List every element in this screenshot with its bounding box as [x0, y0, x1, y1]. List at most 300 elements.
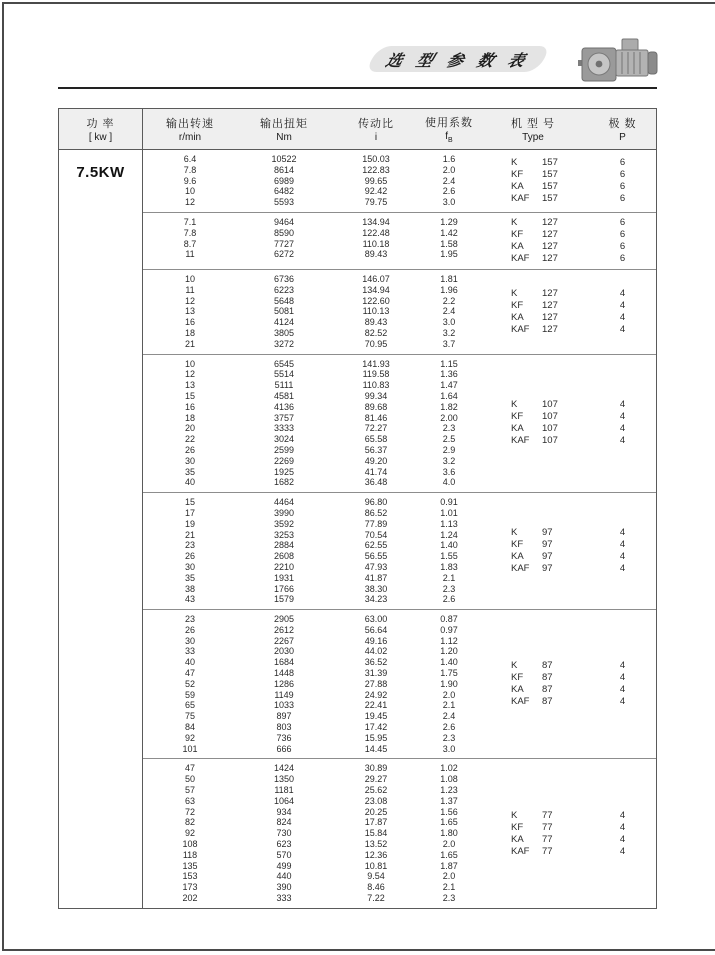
- speed-cell: 33: [184, 646, 195, 657]
- type-cell: [477, 527, 589, 539]
- type-size: 127: [542, 299, 558, 311]
- service-factor-cell: 0.97: [440, 624, 458, 635]
- torque-cell: 730: [276, 828, 292, 839]
- torque-cell: 1925: [273, 466, 295, 477]
- service-factor-cell: 1.87: [440, 860, 458, 871]
- type-prefix: K: [511, 660, 518, 672]
- poles-cell: 4: [619, 411, 626, 423]
- poles-column: [589, 154, 656, 208]
- speed-cell: 22: [184, 434, 195, 445]
- speed-cell: 40: [184, 477, 195, 488]
- speed-cell: 23: [184, 614, 195, 625]
- ratio-cell: 110.83: [362, 380, 390, 391]
- speed-cell: 7.8: [183, 164, 197, 175]
- service-factor-cell: 2.9: [442, 444, 456, 455]
- ratio-cell: 8.46: [367, 882, 385, 893]
- service-factor-cell: 0.91: [440, 497, 458, 508]
- type-group: [477, 217, 589, 265]
- type-prefix: KA: [511, 311, 524, 323]
- poles-cell: 4: [619, 660, 626, 672]
- service-factor-cell: 1.29: [440, 216, 458, 227]
- type-prefix: K: [511, 809, 518, 821]
- service-factor-cell: 3.0: [442, 317, 456, 328]
- torque-cell: 623: [276, 839, 292, 850]
- type-cell: [477, 684, 589, 696]
- type-size: 97: [542, 539, 553, 551]
- ratio-cell: 81.46: [364, 412, 388, 423]
- ratio-cell: 12.36: [364, 849, 388, 860]
- ratio-cell: 99.34: [364, 390, 388, 401]
- ratio-cell: 82.52: [364, 327, 388, 338]
- speed-cell: 35: [184, 466, 195, 477]
- type-size: 87: [542, 660, 553, 672]
- type-cell: [477, 399, 589, 411]
- torque-cell: 6989: [273, 175, 295, 186]
- torque-cell: 824: [276, 817, 292, 828]
- ratio-cell: 36.52: [364, 657, 388, 668]
- type-size: 107: [542, 399, 558, 411]
- service-factor-cell: 1.90: [440, 678, 458, 689]
- ratio-cell: 119.58: [362, 369, 390, 380]
- poles-cell: 4: [619, 845, 626, 857]
- poles-cell: 4: [619, 539, 626, 551]
- poles-cell: 4: [619, 821, 626, 833]
- speed-cell: 15: [184, 497, 195, 508]
- type-prefix: KAF: [511, 563, 530, 575]
- speed-cell: 65: [184, 700, 195, 711]
- speed-cell: 21: [184, 338, 195, 349]
- type-size: 107: [542, 435, 558, 447]
- speed-cell: 26: [184, 551, 195, 562]
- ratio-cell: 56.55: [364, 551, 388, 562]
- ratio-cell: 15.95: [364, 732, 388, 743]
- speed-column: [143, 763, 237, 903]
- service-factor-cell: 1.13: [440, 518, 458, 529]
- ratio-cell: 110.18: [362, 238, 390, 249]
- service-factor-cell: 2.3: [442, 583, 456, 594]
- ratio-cell: 31.39: [364, 668, 388, 679]
- ratio-cell: 89.68: [364, 401, 388, 412]
- speed-cell: 21: [184, 529, 195, 540]
- type-prefix: K: [511, 287, 518, 299]
- torque-cell: 4136: [273, 401, 295, 412]
- type-cell: [477, 539, 589, 551]
- ratio-cell: 36.48: [364, 477, 388, 488]
- type-column: [477, 614, 589, 754]
- ratio-cell: 9.54: [367, 871, 385, 882]
- poles-cell: 4: [619, 833, 626, 845]
- service-factor-cell: 2.5: [442, 434, 456, 445]
- speed-cell: 92: [184, 732, 195, 743]
- service-factor-cell: 1.83: [440, 561, 458, 572]
- type-prefix: KF: [511, 411, 524, 423]
- poles-cell: 4: [619, 563, 626, 575]
- torque-cell: 2210: [273, 561, 295, 572]
- service-factor-column: [421, 217, 477, 265]
- table-blocks: [143, 150, 656, 908]
- ratio-column: [331, 763, 421, 903]
- speed-cell: 82: [184, 817, 195, 828]
- poles-group: [589, 810, 656, 858]
- torque-cell: 5648: [273, 295, 295, 306]
- type-cell: [477, 253, 589, 265]
- type-cell: [477, 193, 589, 205]
- motor-body: [616, 50, 648, 76]
- speed-cell: 6.4: [183, 154, 197, 164]
- service-factor-cell: 2.0: [442, 164, 456, 175]
- service-factor-cell: 2.3: [442, 893, 456, 904]
- type-size: 97: [542, 563, 553, 575]
- service-factor-cell: 1.82: [440, 401, 458, 412]
- speed-cell: 75: [184, 711, 195, 722]
- type-cell: [477, 834, 589, 846]
- torque-cell: 3805: [273, 327, 295, 338]
- torque-cell: 2612: [273, 624, 295, 635]
- type-prefix: KA: [511, 833, 524, 845]
- speed-cell: 30: [184, 561, 195, 572]
- type-size: 77: [542, 845, 553, 857]
- speed-cell: 84: [184, 722, 195, 733]
- service-factor-cell: 1.58: [440, 238, 458, 249]
- speed-cell: 16: [184, 317, 195, 328]
- poles-column: [589, 763, 656, 903]
- torque-column: [237, 217, 331, 265]
- torque-cell: 1424: [273, 763, 295, 774]
- ratio-cell: 77.89: [364, 518, 388, 529]
- torque-cell: 5593: [273, 197, 295, 208]
- service-factor-cell: 1.75: [440, 668, 458, 679]
- torque-cell: 1064: [273, 795, 295, 806]
- service-factor-cell: 3.2: [442, 455, 456, 466]
- poles-group: [589, 157, 656, 205]
- type-cell: [477, 551, 589, 563]
- table-header-row: [59, 109, 656, 150]
- type-size: 157: [542, 168, 558, 180]
- torque-cell: 4581: [273, 390, 295, 401]
- type-cell: [477, 300, 589, 312]
- torque-cell: 2269: [273, 455, 295, 466]
- ratio-cell: 146.07: [362, 273, 390, 284]
- service-factor-cell: 1.15: [440, 358, 458, 369]
- service-factor-cell: 2.6: [442, 722, 456, 733]
- poles-cell: 4: [619, 435, 626, 447]
- service-factor-cell: 2.6: [442, 186, 456, 197]
- type-cell: [477, 169, 589, 181]
- ratio-cell: 89.43: [364, 317, 388, 328]
- service-factor-cell: 1.02: [440, 763, 458, 774]
- speed-column: [143, 217, 237, 265]
- speed-cell: 47: [184, 668, 195, 679]
- poles-cell: 6: [619, 192, 626, 204]
- selection-parameter-table: [58, 108, 657, 909]
- type-size: 77: [542, 821, 553, 833]
- torque-cell: 3757: [273, 412, 295, 423]
- service-factor-cell: 1.08: [440, 774, 458, 785]
- poles-cell: 4: [619, 287, 626, 299]
- type-size: 87: [542, 672, 553, 684]
- poles-group: [589, 399, 656, 447]
- ratio-column: [331, 217, 421, 265]
- poles-cell: 4: [619, 323, 626, 335]
- speed-cell: 16: [184, 401, 195, 412]
- type-cell: [477, 217, 589, 229]
- type-cell: [477, 181, 589, 193]
- parameter-block: [143, 270, 656, 355]
- torque-cell: 8614: [273, 164, 295, 175]
- type-cell: [477, 423, 589, 435]
- speed-cell: 23: [184, 540, 195, 551]
- type-group: [477, 157, 589, 205]
- type-prefix: K: [511, 216, 518, 228]
- type-size: 127: [542, 287, 558, 299]
- type-size: 157: [542, 192, 558, 204]
- torque-cell: 2030: [273, 646, 295, 657]
- torque-cell: 897: [276, 711, 292, 722]
- poles-column: [589, 614, 656, 754]
- type-size: 157: [542, 156, 558, 168]
- speed-cell: 10: [184, 358, 195, 369]
- type-cell: [477, 411, 589, 423]
- power-value: 7.5KW: [76, 164, 125, 181]
- service-factor-cell: 1.6: [442, 154, 456, 164]
- ratio-cell: 49.20: [364, 455, 388, 466]
- ratio-column: [331, 154, 421, 208]
- service-factor-column: [421, 154, 477, 208]
- service-factor-cell: 2.4: [442, 306, 456, 317]
- service-factor-cell: 1.23: [440, 785, 458, 796]
- poles-cell: 6: [619, 228, 626, 240]
- speed-cell: 118: [182, 849, 198, 860]
- ratio-cell: 22.41: [364, 700, 388, 711]
- torque-cell: 1033: [273, 700, 295, 711]
- type-prefix: KAF: [511, 323, 530, 335]
- terminal-box: [622, 39, 638, 51]
- type-prefix: KA: [511, 423, 524, 435]
- poles-cell: 4: [619, 527, 626, 539]
- parameter-block: [143, 355, 656, 494]
- type-cell: [477, 822, 589, 834]
- speed-cell: 30: [184, 635, 195, 646]
- type-cell: [477, 241, 589, 253]
- type-cell: [477, 288, 589, 300]
- ratio-cell: 89.43: [364, 249, 388, 260]
- torque-cell: 499: [276, 860, 292, 871]
- service-factor-cell: 1.95: [440, 249, 458, 260]
- col-header-poles: 极 数 P: [608, 118, 637, 143]
- torque-cell: 2608: [273, 551, 295, 562]
- type-cell: [477, 563, 589, 575]
- poles-group: [589, 527, 656, 575]
- torque-cell: 666: [276, 743, 292, 754]
- speed-cell: 47: [184, 763, 195, 774]
- poles-cell: 4: [619, 299, 626, 311]
- torque-cell: 1682: [273, 477, 295, 488]
- type-column: [477, 154, 589, 208]
- service-factor-cell: 2.0: [442, 839, 456, 850]
- ratio-cell: 17.42: [364, 722, 388, 733]
- poles-cell: 4: [619, 551, 626, 563]
- service-factor-cell: 2.4: [442, 175, 456, 186]
- torque-cell: 3990: [273, 507, 295, 518]
- poles-group: [589, 660, 656, 708]
- poles-column: [589, 359, 656, 489]
- torque-cell: 1931: [273, 572, 295, 583]
- speed-cell: 38: [184, 583, 195, 594]
- type-group: [477, 660, 589, 708]
- service-factor-column: [421, 614, 477, 754]
- type-size: 127: [542, 311, 558, 323]
- torque-cell: 3024: [273, 434, 295, 445]
- col-header-power: [59, 109, 143, 149]
- speed-cell: 13: [184, 380, 195, 391]
- ratio-column: [331, 614, 421, 754]
- type-size: 97: [542, 551, 553, 563]
- type-prefix: KF: [511, 228, 524, 240]
- type-size: 107: [542, 423, 558, 435]
- speed-cell: 20: [184, 423, 195, 434]
- col-header-service-factor: 使用系数 $f_B$: [425, 117, 473, 144]
- torque-cell: 2884: [273, 540, 295, 551]
- type-column: [477, 497, 589, 605]
- speed-cell: 52: [184, 678, 195, 689]
- ratio-cell: 96.80: [364, 497, 388, 508]
- type-size: 127: [542, 228, 558, 240]
- parameter-block: [143, 150, 656, 213]
- ratio-cell: 86.52: [364, 507, 388, 518]
- header-rule: [58, 87, 657, 89]
- type-prefix: KA: [511, 684, 524, 696]
- poles-group: [589, 217, 656, 265]
- section-title-badge: [364, 46, 551, 72]
- table-body: [59, 150, 656, 908]
- speed-cell: 50: [184, 774, 195, 785]
- speed-cell: 12: [184, 369, 195, 380]
- type-prefix: KAF: [511, 192, 530, 204]
- service-factor-cell: 0.87: [440, 614, 458, 625]
- torque-cell: 6736: [273, 273, 295, 284]
- poles-cell: 4: [619, 696, 626, 708]
- torque-cell: 1684: [273, 657, 295, 668]
- type-cell: [477, 157, 589, 169]
- torque-cell: 1350: [273, 774, 295, 785]
- ratio-cell: 10.81: [364, 860, 388, 871]
- speed-cell: 18: [184, 412, 195, 423]
- parameter-block: [143, 759, 656, 907]
- speed-cell: 11: [185, 249, 195, 260]
- ratio-cell: 70.95: [364, 338, 388, 349]
- torque-cell: 6223: [273, 284, 295, 295]
- torque-cell: 3333: [273, 423, 295, 434]
- service-factor-cell: 1.12: [440, 635, 458, 646]
- type-prefix: K: [511, 527, 518, 539]
- speed-column: [143, 154, 237, 208]
- type-cell: [477, 810, 589, 822]
- service-factor-cell: 1.37: [440, 795, 458, 806]
- service-factor-cell: 4.0: [442, 477, 456, 488]
- speed-cell: 11: [185, 284, 195, 295]
- ratio-cell: 99.65: [364, 175, 388, 186]
- ratio-cell: 141.93: [362, 358, 390, 369]
- service-factor-cell: 1.96: [440, 284, 458, 295]
- torque-cell: 9464: [273, 216, 295, 227]
- speed-cell: 135: [182, 860, 198, 871]
- ratio-cell: 122.48: [362, 227, 390, 238]
- type-prefix: KF: [511, 168, 524, 180]
- ratio-cell: 34.23: [364, 594, 388, 605]
- service-factor-cell: 1.64: [440, 390, 458, 401]
- torque-cell: 6545: [273, 358, 295, 369]
- ratio-cell: 92.42: [364, 186, 388, 197]
- ratio-cell: 19.45: [364, 711, 388, 722]
- type-size: 127: [542, 240, 558, 252]
- torque-cell: 570: [276, 849, 292, 860]
- speed-cell: 7.8: [183, 227, 197, 238]
- speed-cell: 10: [184, 186, 195, 197]
- speed-cell: 15: [184, 390, 195, 401]
- ratio-cell: 14.45: [364, 743, 388, 754]
- speed-cell: 40: [184, 657, 195, 668]
- ratio-cell: 72.27: [364, 423, 388, 434]
- ratio-cell: 122.60: [362, 295, 390, 306]
- ratio-column: [331, 497, 421, 605]
- service-factor-cell: 1.36: [440, 369, 458, 380]
- ratio-cell: 25.62: [364, 785, 388, 796]
- speed-cell: 63: [184, 795, 195, 806]
- type-group: [477, 399, 589, 447]
- torque-cell: 736: [276, 732, 292, 743]
- torque-cell: 1579: [273, 594, 295, 605]
- torque-cell: 934: [276, 806, 292, 817]
- service-factor-cell: 3.6: [442, 466, 456, 477]
- ratio-cell: 20.25: [364, 806, 388, 817]
- poles-column: [589, 217, 656, 265]
- torque-cell: 803: [276, 722, 292, 733]
- torque-column: [237, 274, 331, 350]
- poles-column: [589, 274, 656, 350]
- type-column: [477, 359, 589, 489]
- poles-cell: 6: [619, 180, 626, 192]
- poles-cell: 4: [619, 809, 626, 821]
- poles-cell: 4: [619, 399, 626, 411]
- type-size: 127: [542, 323, 558, 335]
- torque-cell: 4464: [273, 497, 295, 508]
- torque-column: [237, 763, 331, 903]
- ratio-cell: 41.74: [364, 466, 388, 477]
- ratio-cell: 13.52: [364, 839, 388, 850]
- poles-cell: 4: [619, 672, 626, 684]
- type-prefix: KA: [511, 180, 524, 192]
- col-header-speed: 输出转速 r/min: [166, 118, 214, 143]
- service-factor-cell: 2.1: [442, 572, 456, 583]
- ratio-cell: 29.27: [364, 774, 388, 785]
- speed-cell: 9.6: [183, 175, 197, 186]
- ratio-cell: 15.84: [364, 828, 388, 839]
- speed-cell: 18: [184, 327, 195, 338]
- torque-cell: 333: [276, 893, 292, 904]
- ratio-column: [331, 274, 421, 350]
- type-size: 97: [542, 527, 553, 539]
- speed-cell: 30: [184, 455, 195, 466]
- service-factor-cell: 2.0: [442, 871, 456, 882]
- type-column: [477, 274, 589, 350]
- torque-cell: 1448: [273, 668, 295, 679]
- torque-cell: 5081: [273, 306, 295, 317]
- type-prefix: KF: [511, 539, 524, 551]
- speed-column: [143, 497, 237, 605]
- power-unit: [ kw ]: [88, 132, 113, 143]
- torque-cell: 5111: [274, 380, 294, 391]
- speed-column: [143, 359, 237, 489]
